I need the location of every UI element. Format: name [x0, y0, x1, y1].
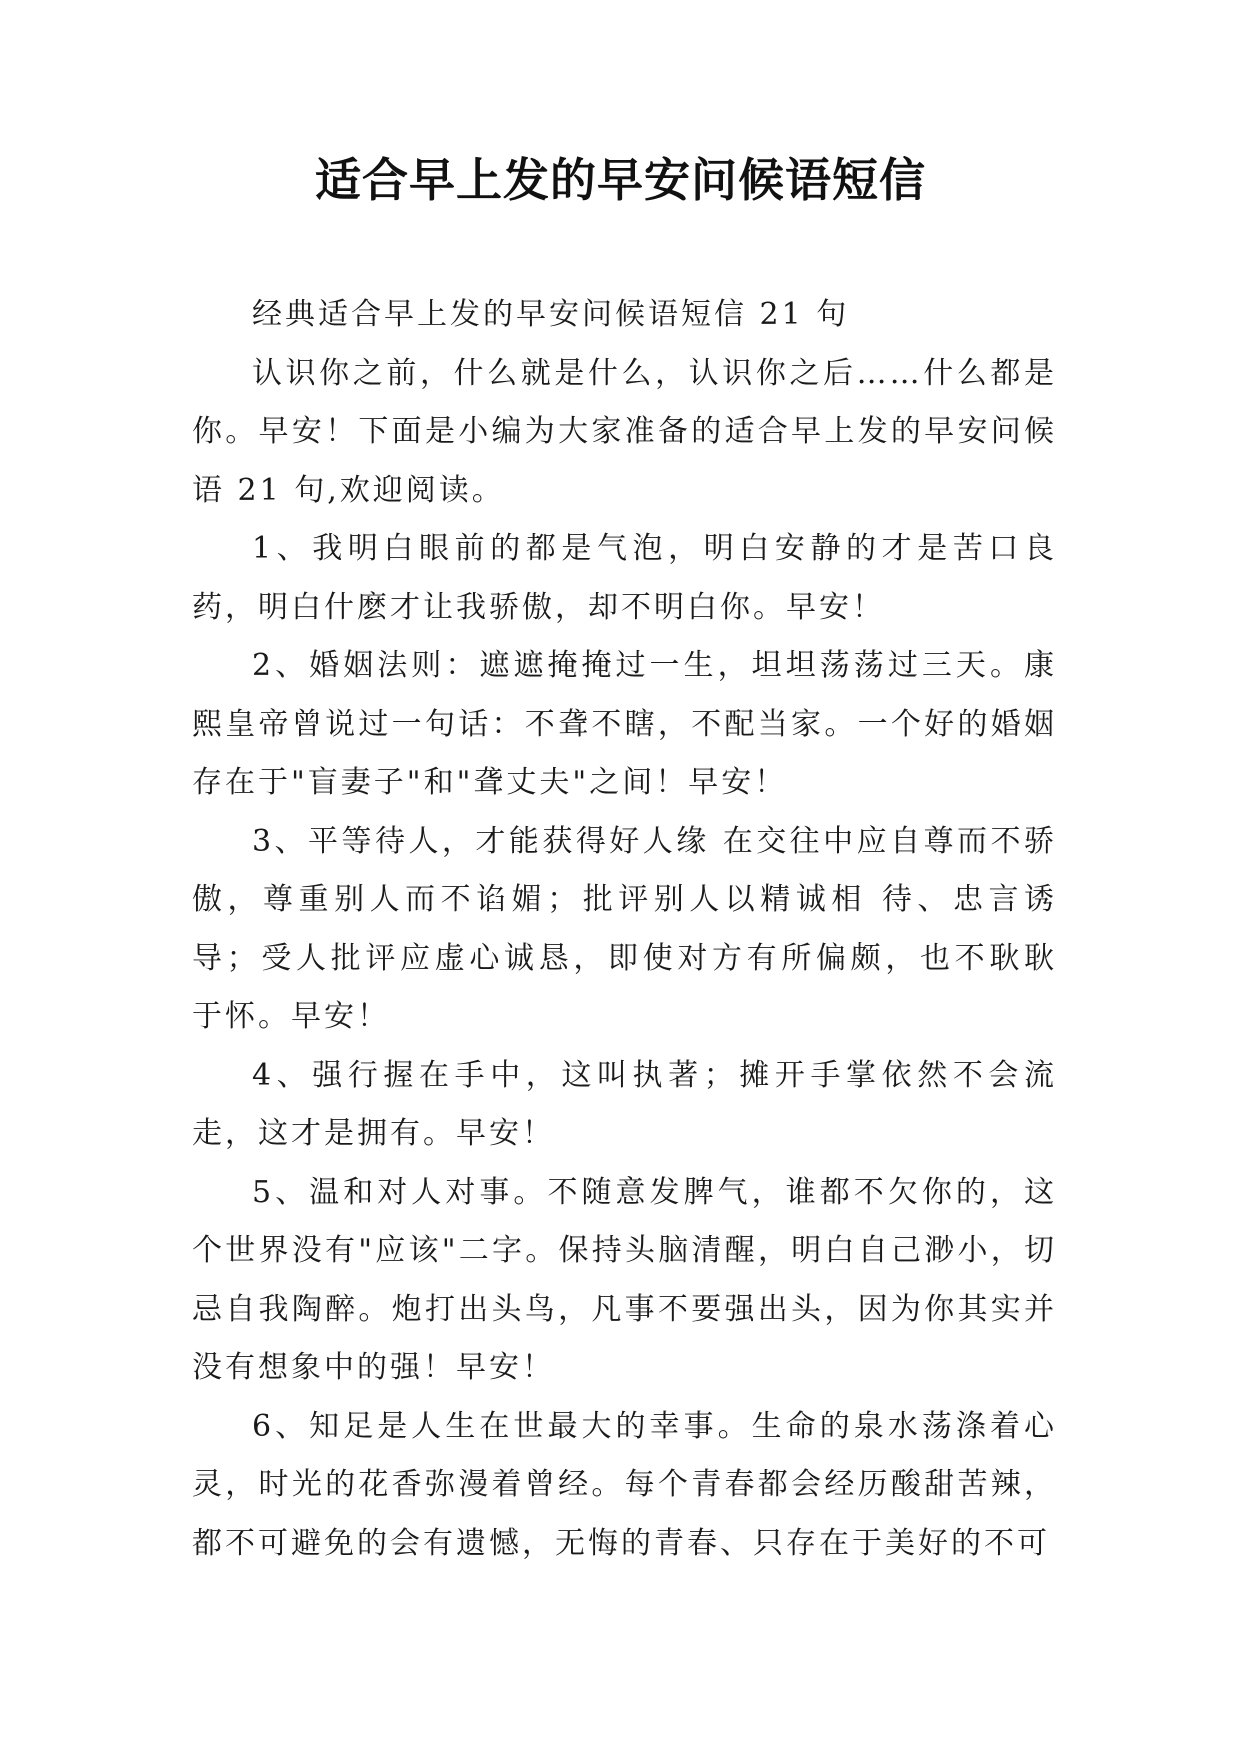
document-body — [192, 286, 1057, 1573]
greeting-item-3: 3、平等待人，才能获得好人缘 在交往中应自尊而不骄傲，尊重别人而不谄媚；批评别人以精诚相 待、忠言诱导；受人批评应虚心诚恳，即使对方有所偏颇，也不耿耿 于怀。早安！ — [192, 823, 1057, 1034]
greeting-item-6: 6、知足是人生在世最大的幸事。生命的泉水荡涤着心灵，时光的花香弥漫着曾经。每个青春都会经历酸甜苦辣，都不可避免的会有遗憾，无悔的青春、只存在于美好的不可 — [192, 1408, 1057, 1561]
intro-paragraph: 认识你之前，什么就是什么，认识你之后……什么都是你。早安！下面是小编为大家准备的适合早上发的早安问候语 21 句,欢迎阅读。 — [192, 355, 1057, 508]
subtitle-paragraph: 经典适合早上发的早安问候语短信 21 句 — [252, 297, 850, 332]
greeting-item-2: 2、婚姻法则：遮遮掩掩过一生，坦坦荡荡过三天。康熙皇帝曾说过一句话：不聋不瞎，不配当家。一个好的婚姻存在于"盲妻子"和"聋丈夫"之间！早安！ — [192, 648, 1057, 800]
document-title: 适合早上发的早安问候语短信 — [315, 153, 926, 207]
greeting-item-1: 1、我明白眼前的都是气泡，明白安静的才是苦口良药，明白什麽才让我骄傲，却不明白你。早安！ — [192, 531, 1057, 625]
greeting-item-5: 5、温和对人对事。不随意发脾气，谁都不欠你的，这个世界没有"应该"二字。保持头脑清醒，明白自己渺小，切忌自我陶醉。炮打出头鸟，凡事不要强出头，因为你其实并没有想象中的强！早安！ — [192, 1174, 1057, 1385]
greeting-item-4: 4、强行握在手中，这叫执著；摊开手掌依然不会流走，这才是拥有。早安！ — [192, 1057, 1057, 1151]
